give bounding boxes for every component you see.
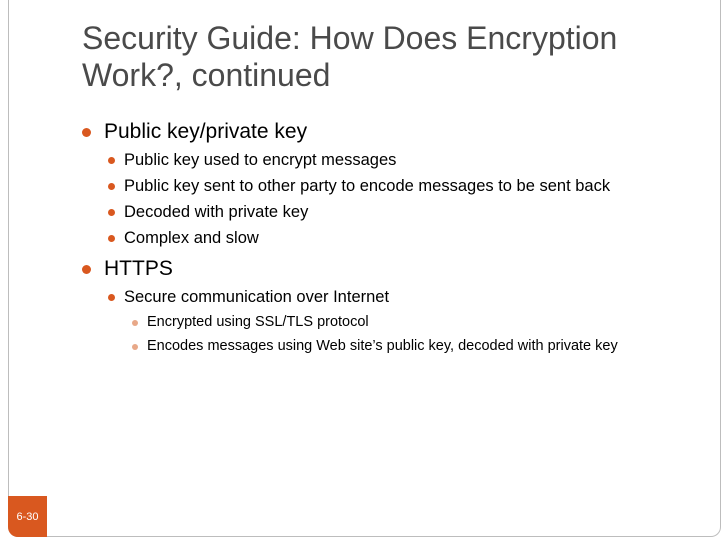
bullet-level2	[124, 150, 684, 171]
bullet-dot-icon	[82, 128, 91, 137]
bullet-level1	[104, 257, 728, 281]
bullet-level2	[124, 228, 684, 249]
slide-number: 6-30	[16, 510, 39, 523]
bullet-dot-icon	[108, 157, 115, 164]
bullet-text: Public key used to encrypt messages	[124, 151, 397, 169]
bullet-dot-icon	[108, 183, 115, 190]
bullet-level3	[147, 337, 657, 356]
bullet-text: HTTPS	[104, 257, 173, 280]
bullet-level3	[147, 313, 657, 332]
bullet-text: Public key sent to other party to encode messages to be sent back	[124, 177, 611, 195]
bullet-dot-icon	[82, 265, 91, 274]
bullet-text: Complex and slow	[124, 229, 259, 247]
slide-number-badge	[8, 496, 47, 537]
bullet-dot-icon	[108, 209, 115, 216]
bullet-level2	[124, 287, 684, 308]
bullet-dot-icon	[132, 344, 138, 350]
bullet-dot-icon	[108, 294, 115, 301]
bullet-text: Encodes messages using Web site’s public key, decoded with private key	[147, 338, 618, 354]
bullet-text: Encrypted using SSL/TLS protocol	[147, 314, 369, 330]
slide-title: Security Guide: How Does Encryption Work?, continued	[82, 20, 618, 93]
bullet-text: Secure communication over Internet	[124, 288, 390, 306]
bullet-level2	[124, 202, 684, 223]
bullet-text: Public key/private key	[104, 120, 308, 143]
bullet-text: Decoded with private key	[124, 203, 309, 221]
bullet-dot-icon	[108, 235, 115, 242]
bullet-dot-icon	[132, 320, 138, 326]
bullet-level1	[104, 120, 728, 144]
slide-body	[0, 118, 728, 356]
bullet-level2	[124, 176, 684, 197]
